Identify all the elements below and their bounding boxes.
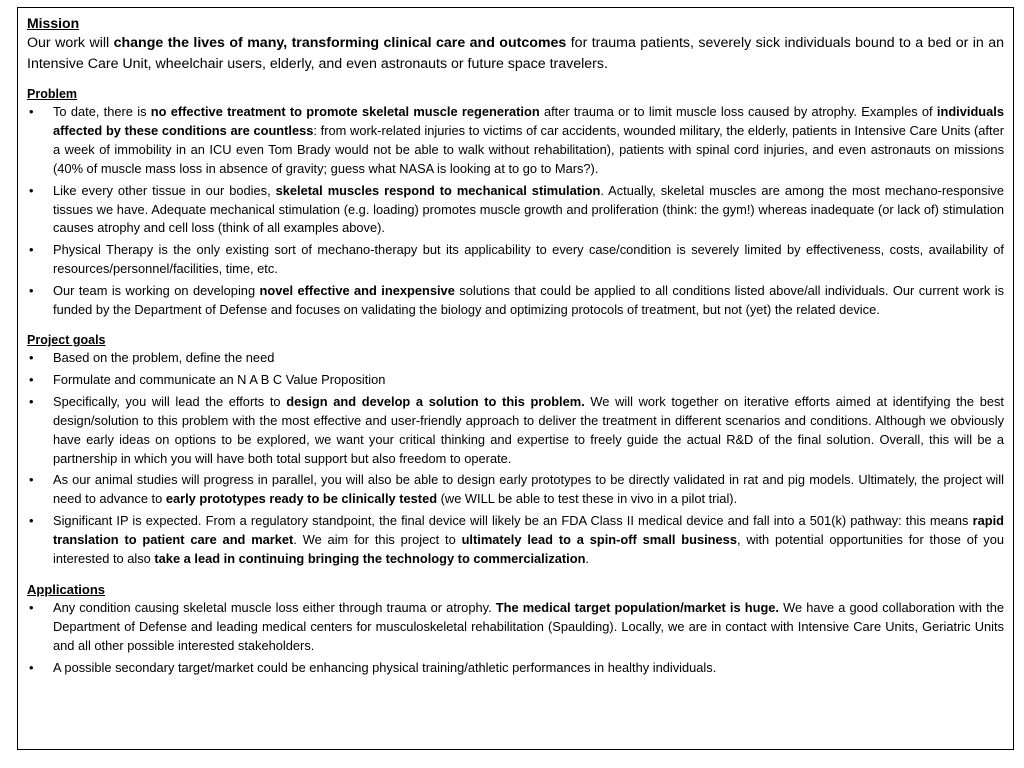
- mission-text-run-bold: change the lives of many, transforming clinical care and outcomes: [113, 35, 567, 51]
- mission-text-run: Our work will: [27, 35, 114, 51]
- bullet-icon: •: [29, 472, 34, 488]
- list-item: [27, 371, 1004, 390]
- list-item-text: As our animal studies will progress in parallel, you will also be able to design early prototypes to be directly validated in rat and pig models. Ultimately, the project will need to advance to: [53, 472, 1004, 507]
- bullet-icon: •: [29, 513, 34, 529]
- list-item-text: We will work together on iterative efforts aimed at identifying the best design/solution to this problem with the most effective and user-friendly approach to deliver the treatment in different scenarios and conditions. Although we obviously have early ideas on options to be explored, we want your critical thinking and expertise to freely guide the actual R&D of the final solution. Overall, this will be a partnership in which you will have both total support but also freedom to operate.: [53, 393, 1004, 466]
- list-item: [27, 282, 1004, 320]
- bullet-icon: •: [29, 371, 34, 387]
- list-item-text: solutions that could be applied to all conditions listed above/all individuals. Our current work is funded by the Department of Defense and focuses on validating the biology and optimizing protocols of treatment, but not (yet) the related device.: [53, 283, 1004, 318]
- list-item-text: . We aim for this project to: [293, 532, 462, 548]
- applications-section: [27, 580, 1004, 678]
- list-item-text: Significant IP is expected. From a regulatory standpoint, the final device will likely be an FDA Class II medical device and fall into a 501(k) pathway: this means: [53, 513, 973, 529]
- list-item: [27, 349, 1004, 368]
- list-item-text: To date, there is: [53, 104, 151, 119]
- list-item-text: Our team is working on developing: [53, 283, 260, 299]
- list-item-text: Formulate and communicate an N A B C Value Proposition: [53, 371, 386, 387]
- project-goals-list: [27, 349, 1004, 569]
- bullet-icon: •: [29, 283, 34, 299]
- mission-text-run: for trauma patients, severely sick individuals bound to a bed or in an Intensive Care Unit, wheelchair users, elderly, and even astronauts or future space travelers.: [27, 35, 1004, 72]
- list-item: [27, 512, 1004, 569]
- list-item-text: Like every other tissue in our bodies,: [53, 182, 276, 198]
- list-item-text: .: [585, 551, 589, 567]
- list-item: [27, 659, 1004, 678]
- list-item-text-bold: no effective treatment to promote skeletal muscle regeneration: [150, 104, 540, 119]
- list-item-text: (we WILL be able to test these in vivo in a pilot trial).: [437, 491, 738, 507]
- list-item-text: We have a good collaboration with the Department of Defense and leading medical centers for musculoskeletal rehabilitation (Spaulding). Locally, we are in contact with Intensive Care Units, Geriatric Units and all other possible interested stakeholders.: [53, 599, 1004, 653]
- list-item-text-bold: ultimately lead to a spin-off small business: [461, 532, 737, 548]
- list-item-text-bold: skeletal muscles respond to mechanical stimulation: [275, 182, 601, 198]
- applications-heading: Applications: [27, 581, 106, 597]
- list-item-text-bold: The medical target population/market is huge.: [495, 599, 780, 615]
- document-frame: [17, 7, 1014, 750]
- list-item-text: A possible secondary target/market could be enhancing physical training/athletic performances in healthy individuals.: [53, 659, 717, 675]
- bullet-icon: •: [29, 393, 34, 409]
- list-item-text-bold: take a lead in continuing bringing the technology to commercialization: [154, 551, 586, 567]
- list-item-text: : from work-related injuries to victims of car accidents, wounded military, the elderly, patients in Intensive Care Units (after a week of immobility in an ICU even Tom Brady would not be able to walk without rehabilitation), patients with spinal cord injuries, and even astronauts on missions (40% of muscle mass loss in absence of gravity; guess what NASA is looking at to go to Mars?).: [53, 122, 1004, 176]
- list-item-text: . Actually, skeletal muscles are among the most mechano-responsive tissues we have. Adequate mechanical stimulation (e.g. loading) promotes muscle growth and proliferation (think: the gym!) whereas inadequate (or lack of) stimulation causes atrophy and cell loss (think of all examples above).: [53, 182, 1004, 236]
- mission-section: [27, 13, 1004, 74]
- list-item: [27, 393, 1004, 469]
- problem-section: [27, 85, 1004, 320]
- list-item-text: after trauma or to limit muscle loss caused by atrophy. Examples of: [539, 104, 937, 119]
- project-goals-section: [27, 331, 1004, 569]
- problem-heading: Problem: [27, 87, 78, 101]
- list-item: [27, 471, 1004, 509]
- list-item-text: Physical Therapy is the only existing sort of mechano-therapy but its applicability to every case/condition is severely limited by effectiveness, costs, availability of resources/personnel/facilities, time, etc.: [53, 242, 1004, 277]
- bullet-icon: •: [29, 182, 34, 198]
- list-item-text-bold: design and develop a solution to this problem.: [286, 393, 585, 409]
- bullet-icon: •: [29, 659, 34, 675]
- list-item-text: Based on the problem, define the need: [53, 349, 275, 365]
- bullet-icon: •: [29, 349, 34, 365]
- problem-list: [27, 103, 1004, 320]
- bullet-icon: •: [29, 242, 34, 258]
- bullet-icon: •: [29, 104, 34, 119]
- list-item-text-bold: rapid translation to patient care and market: [53, 513, 1004, 548]
- list-item-text: , with potential opportunities for those of you interested to also: [53, 532, 1004, 567]
- mission-heading: Mission: [27, 15, 80, 31]
- document-content: [27, 13, 1004, 689]
- list-item: [27, 103, 1004, 179]
- list-item: [27, 182, 1004, 239]
- list-item-text: Any condition causing skeletal muscle loss either through trauma or atrophy.: [53, 599, 496, 615]
- list-item-text-bold: novel effective and inexpensive: [259, 283, 455, 299]
- bullet-icon: •: [29, 599, 34, 615]
- list-item: [27, 599, 1004, 656]
- mission-text: [27, 33, 1004, 74]
- list-item: [27, 241, 1004, 279]
- list-item-text-bold: early prototypes ready to be clinically tested: [165, 491, 438, 507]
- project-goals-heading: Project goals: [27, 332, 106, 347]
- list-item-text: Specifically, you will lead the efforts to: [53, 393, 287, 409]
- applications-list: [27, 599, 1004, 678]
- list-item-text-bold: individuals affected by these conditions are countless: [53, 104, 1004, 138]
